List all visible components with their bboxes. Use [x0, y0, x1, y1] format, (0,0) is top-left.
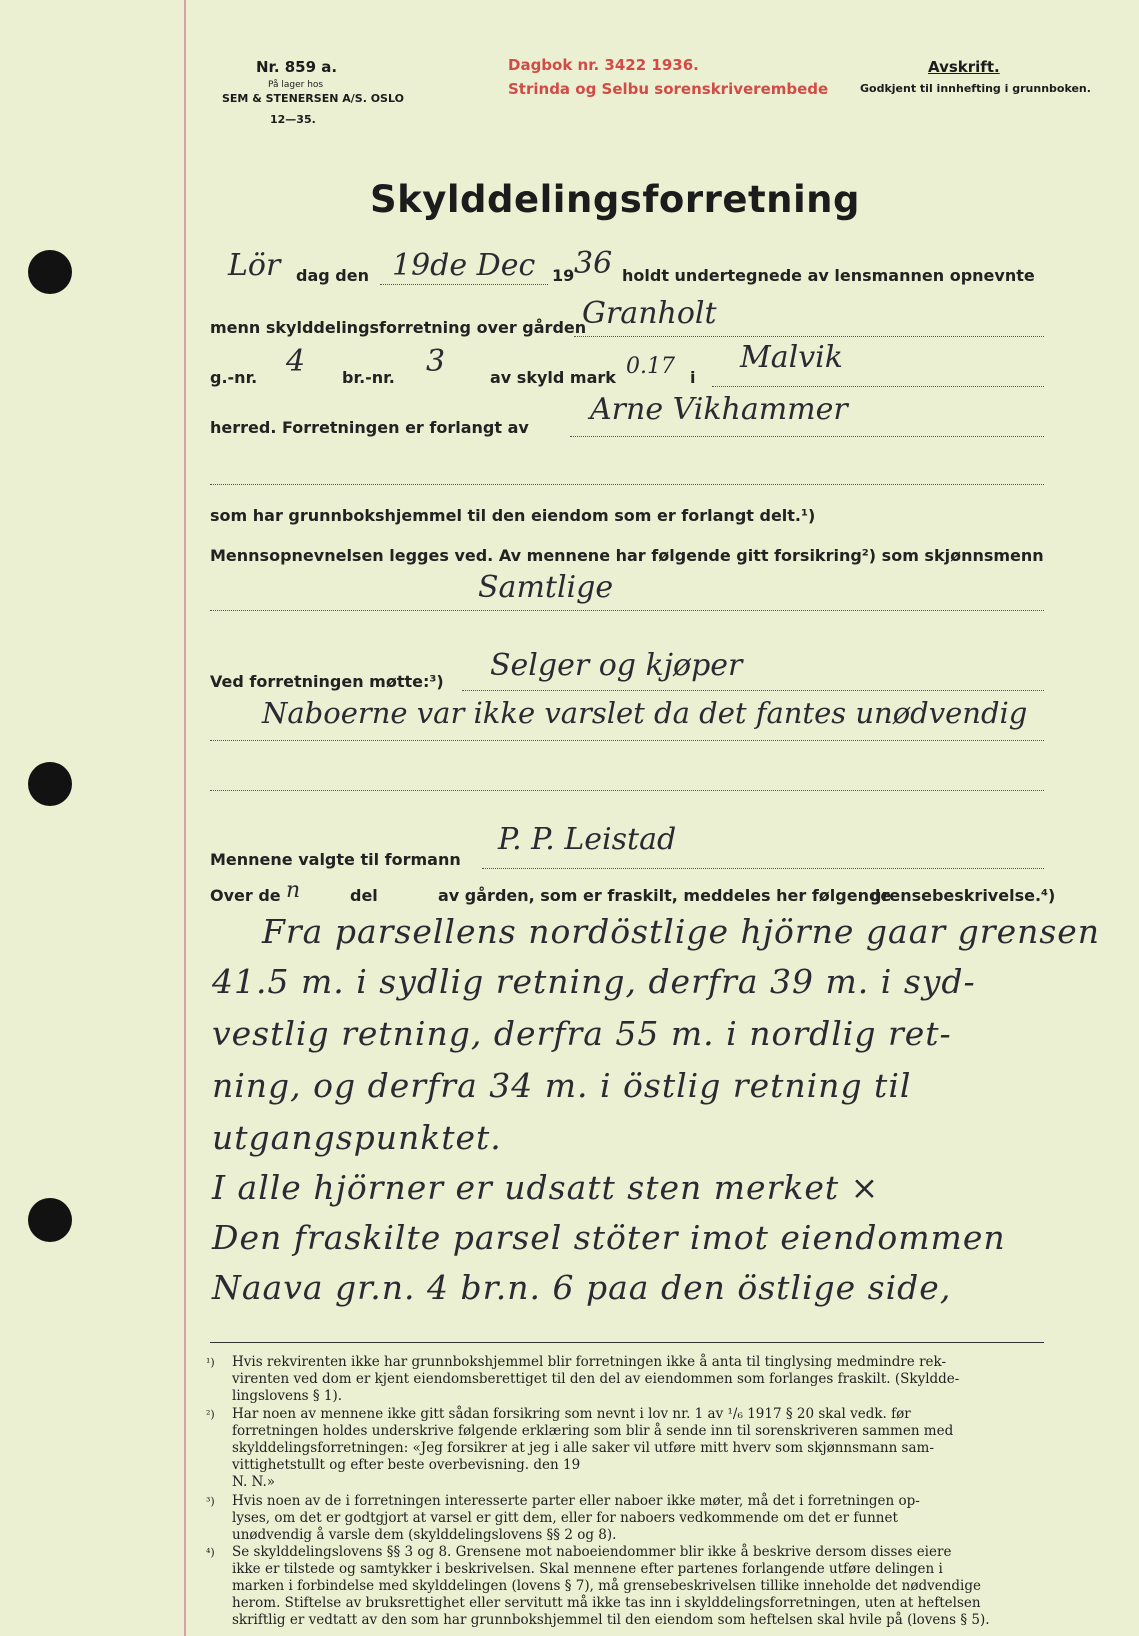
- blank-line: [210, 484, 1044, 485]
- footnote-mark: ³): [206, 1495, 215, 1508]
- grense-label: grensebeskrivelse.⁴): [870, 886, 1056, 905]
- footnote-line: Hvis rekvirenten ikke har grunnbokshjemmel blir forretningen ikke å anta til tinglysing medmindre rek-: [232, 1354, 947, 1370]
- description-line: Naava gr.n. 4 br.n. 6 paa den östlige side,: [212, 1268, 952, 1307]
- date-handwritten: 19de Dec: [392, 248, 536, 283]
- footnote-line: lingslovens § 1).: [232, 1388, 343, 1404]
- publisher-small: På lager hos: [268, 80, 324, 90]
- over-handwritten: n: [286, 878, 301, 903]
- menn-label: menn skylddelingsforretning over gården: [210, 318, 587, 337]
- chairman-line: [482, 868, 1044, 869]
- footnote-line: marken i forbindelse med skylddelingen (lovens § 7), må grensebeskrivelsen tillike inneholde det nødvendige: [232, 1578, 981, 1594]
- formann-label: Mennene valgte til formann: [210, 850, 461, 869]
- footnote-line: lyses, om det er godtgjort at varsel er gitt dem, eller for naboers vedkommende om det er funnet: [232, 1510, 898, 1526]
- over-de-label: Over de: [210, 886, 281, 905]
- date-line: [380, 284, 548, 285]
- publisher: SEM & STENERSEN A/S. OSLO: [222, 92, 404, 105]
- description-line: vestlig retning, derfra 55 m. i nordlig ret-: [212, 1014, 952, 1053]
- footnote-mark: ²): [206, 1408, 215, 1421]
- description-line: ning, og derfra 34 m. i östlig retning til: [212, 1066, 912, 1105]
- herred-handwritten: Malvik: [740, 340, 843, 375]
- century-label: 19: [552, 266, 575, 285]
- mote-label: Ved forretningen møtte:³): [210, 672, 444, 691]
- punch-hole: [28, 762, 72, 806]
- herred-label: herred. Forretningen er forlangt av: [210, 418, 529, 437]
- form-number: Nr. 859 a.: [256, 58, 338, 76]
- footnote-line: ikke er tilstede og samtykker i beskrivelsen. Skal mennene efter partenes forlangende utføre delingen i: [232, 1561, 943, 1577]
- neighbours-line: [210, 740, 1044, 741]
- diary-stamp: Dagbok nr. 3422 1936.: [508, 56, 699, 74]
- farm-line: [574, 336, 1044, 337]
- print-date: 12—35.: [270, 113, 316, 126]
- footnote-line: skriftlig er vedtatt av den som har grunnbokshjemmel til den eiendom som heftelsen skal hvile på (lovens § 5).: [232, 1612, 990, 1628]
- footnote-line: Hvis noen av de i forretningen interesserte parter eller naboer ikke møter, må det i forretningen op-: [232, 1493, 920, 1509]
- margin-line: [184, 0, 186, 1636]
- grunnbok-label: som har grunnbokshjemmel til den eiendom som er forlangt delt.¹): [210, 506, 816, 525]
- attended-line: [462, 690, 1044, 691]
- footnote-mark: ¹): [206, 1356, 215, 1369]
- description-line: utgangspunktet.: [212, 1118, 502, 1157]
- herred-line: [712, 386, 1044, 387]
- description-line: I alle hjörner er udsatt sten merket ×: [212, 1168, 880, 1207]
- brnr-label: br.-nr.: [342, 368, 395, 387]
- requester-handwritten: Arne Vikhammer: [590, 392, 848, 427]
- court-stamp: Strinda og Selbu sorenskriverembede: [508, 80, 829, 98]
- chairman-handwritten: P. P. Leistad: [498, 822, 677, 857]
- footnote-line: vittighetstullt og efter beste overbevisning. den 19: [232, 1457, 581, 1473]
- footnote-line: Har noen av mennene ikke gitt sådan forsikring som nevnt i lov nr. 1 av ¹/₆ 1917 § 20 skal vedk. før: [232, 1406, 911, 1422]
- i-label: i: [690, 368, 696, 387]
- insured-handwritten: Samtlige: [478, 570, 614, 605]
- farm-handwritten: Granholt: [582, 296, 717, 331]
- neighbours-handwritten: Naboerne var ikke varslet da det fantes unødvendig: [262, 696, 1028, 730]
- holdt-label: holdt undertegnede av lensmannen opnevnte: [622, 266, 1035, 285]
- dag-den-label: dag den: [296, 266, 369, 285]
- footnote-line: unødvendig å varsle dem (skylddelingslovens §§ 2 og 8).: [232, 1527, 617, 1543]
- punch-hole: [28, 250, 72, 294]
- footnote-rule: [210, 1342, 1044, 1343]
- skyld-label: av skyld mark: [490, 368, 616, 387]
- requester-line: [570, 436, 1044, 437]
- attended-handwritten: Selger og kjøper: [490, 648, 743, 683]
- brnr-handwritten: 3: [426, 344, 446, 379]
- menns-label: Mennsopnevnelsen legges ved. Av mennene har følgende gitt forsikring²) som skjønnsmenn: [210, 546, 1044, 565]
- insured-line: [210, 610, 1044, 611]
- gnr-handwritten: 4: [286, 344, 306, 379]
- year-handwritten: 36: [574, 246, 613, 281]
- blank-line-2: [210, 790, 1044, 791]
- description-line: Fra parsellens nordöstlige hjörne gaar grensen: [262, 912, 1101, 951]
- footnote-line: Se skylddelingslovens §§ 3 og 8. Grensene mot naboeiendommer blir ikke å beskrive dersom disses eiere: [232, 1544, 952, 1560]
- skyld-handwritten: 0.17: [626, 354, 675, 379]
- footnote-line: skylddelingsforretningen: «Jeg forsikrer at jeg i alle saker vil utføre mitt hverv som skjønnsmann sam-: [232, 1440, 934, 1456]
- del-label: del: [350, 886, 378, 905]
- footnote-mark: ⁴): [206, 1546, 215, 1559]
- gnr-label: g.-nr.: [210, 368, 258, 387]
- footnote-line: forretningen holdes underskrive følgende erklæring som blir å sende inn til sorenskriveren sammen med: [232, 1423, 954, 1439]
- page-title: Skylddelingsforretning: [370, 178, 860, 221]
- footnote-line: herom. Stiftelse av bruksrettighet eller servitutt må ikke tas inn i skylddelingsforretningen, uten at heftelsen: [232, 1595, 981, 1611]
- garden-label: av gården, som er fraskilt, meddeles her følgende: [438, 886, 892, 905]
- weekday-handwritten: Lör: [228, 248, 281, 283]
- avskrift-label: Avskrift.: [928, 58, 1000, 76]
- description-line: Den fraskilte parsel stöter imot eiendommen: [212, 1218, 1006, 1257]
- punch-hole: [28, 1198, 72, 1242]
- footnote-line: N. N.»: [232, 1474, 276, 1490]
- description-line: 41.5 m. i sydlig retning, derfra 39 m. i syd-: [212, 962, 976, 1001]
- footnote-line: virenten ved dom er kjent eiendomsberettiget til den del av eiendommen som forlanges fraskilt. (Skyldde-: [232, 1371, 960, 1387]
- godkjent-label: Godkjent til innhefting i grunnboken.: [860, 82, 1091, 95]
